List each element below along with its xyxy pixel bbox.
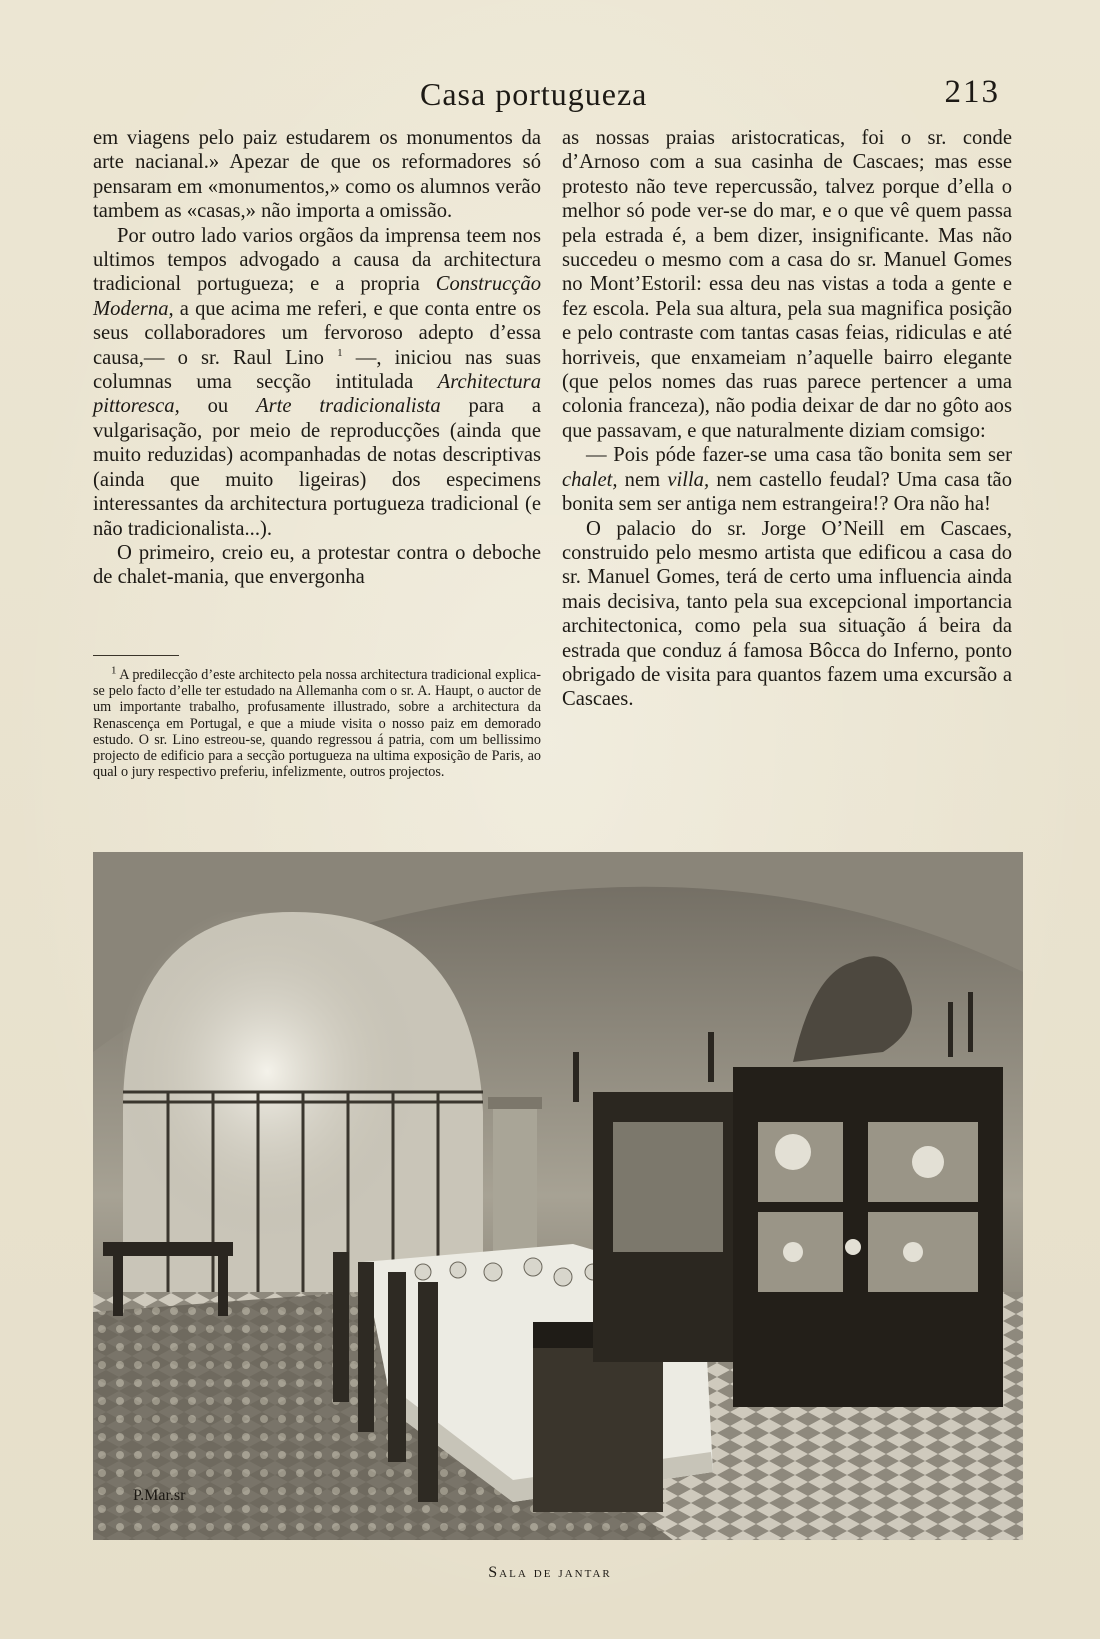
text-run: nem <box>617 468 668 491</box>
text-run: para a vulgarisação, por meio de reproducções (ainda que muito reduzidas) acompanhadas de notas descriptivas (ainda que muito ligeiras) dos especimens interessantes da architectura portugueza tradicional (e não tradicionalista...). <box>93 395 541 540</box>
text-run: ou <box>179 395 257 418</box>
dining-room-photograph <box>93 852 1023 1540</box>
right-paragraph-1: as nossas praias aristocraticas, foi o sr. conde d’Arnoso com a sua casinha de Cascaes; mas esse protesto não teve repercussão, talvez porque d’ella o melhor só pode ver-se do mar, e o que vê quem passa pela estrada é, a bem dizer, insignificante. Mas não succedeu o mesmo com a casa do sr. Manuel Gomes no Mont’Estoril: essa deu nas vistas a toda a gente e fez escola. Pela sua altura, pela sua magnifica posição e pelo contraste com tantas casas feias, ridiculas e até horriveis, que enxameiam n’aquelle bairro elegante (que pelos nomes das ruas parece pertencer a uma colonia franceza), não podia deixar de dar no gôto aos que passavam, e que naturalmente diziam comsigo: <box>562 127 1012 442</box>
artist-signature: P.Mar.sr <box>133 1487 186 1504</box>
photo-illustration <box>93 852 1023 1540</box>
text-run: a que acima me referi, e que conta entre os seus collaboradores um fervoroso adepto d’essa causa,— o sr. Raul Lino <box>93 297 541 369</box>
left-paragraph-3: O primeiro, creio eu, a protestar contra o deboche de chalet-mania, que envergonha <box>93 541 541 589</box>
column-capital <box>488 1097 542 1109</box>
page-number: 213 <box>944 74 1000 110</box>
text-run: nem castello feudal? Uma casa tão bonita sem ser antiga nem estrangeira!? Ora não ha! <box>562 468 1012 516</box>
text-run: Por outro lado varios orgãos da imprensa teem nos ultimos tempos advogado a causa da architectura tradicional portugueza; e a propria <box>93 224 541 296</box>
left-column <box>93 126 541 590</box>
left-paragraph-1: em viagens pelo paiz estudarem os monumentos da arte nacianal.» Apezar de que os reformadores só pensaram em «monumentos,» como os alumnos verão tambem as «casas,» não importa a omissão. <box>93 127 541 223</box>
cabinet-glass <box>613 1122 723 1252</box>
photo-caption: Sala de jantar <box>488 1564 612 1581</box>
right-paragraph-2 <box>562 443 1012 516</box>
text-run: —, iniciou nas suas columnas uma secção intitulada <box>93 346 541 394</box>
section-title: Architectura pittoresca, <box>93 371 541 418</box>
footnote-rule <box>93 655 179 656</box>
running-title: Casa portugueza <box>420 76 648 112</box>
publication-title: Construcção Moderna, <box>93 273 541 320</box>
side-table <box>103 1242 233 1256</box>
left-paragraph-2 <box>93 224 541 541</box>
text-run: — Pois póde fazer-se uma casa tão bonita sem ser <box>586 444 1012 467</box>
table-leg <box>113 1256 123 1316</box>
footnote-text: A predilecção d’este architecto pela nossa architectura tradicional explica-se pelo facto d’elle ter estudado na Allemanha com o sr. A. Haupt, o auctor de um importante trabalho, profusamente illustrado, sobre a architectura da Renascença em Portugal, e que a miude visita o nosso paiz em demorado estudo. O sr. Lino estreou-se, quando regressou á patria, com um bellissimo projecto de edificio para a secção portugueza na ultima exposição de Paris, ao qual o jury respectivo preferiu, infelizmente, outros projectos. <box>93 667 541 781</box>
right-column <box>562 126 1012 712</box>
italic-term: villa, <box>667 468 710 491</box>
footnote <box>93 664 541 781</box>
right-paragraph-3: O palacio do sr. Jorge O’Neill em Cascaes, construido pelo mesmo artista que edificou a casa do sr. Manuel Gomes, terá de certo uma influencia ainda mais decisiva, tanto pela sua excepcional importancia architectonica, como pela sua situação á beira da estrada que conduz á famosa Bôcca do Inferno, ponto obrigado de visita para quantos fazem uma excursão a Cascaes. <box>562 517 1012 711</box>
footnote-marker: 1 <box>111 664 117 677</box>
section-title-alt: Arte tradicionalista <box>256 395 441 418</box>
italic-term: chalet, <box>562 468 618 491</box>
footnote-reference[interactable]: 1 <box>337 346 343 359</box>
table-leg <box>218 1256 228 1316</box>
